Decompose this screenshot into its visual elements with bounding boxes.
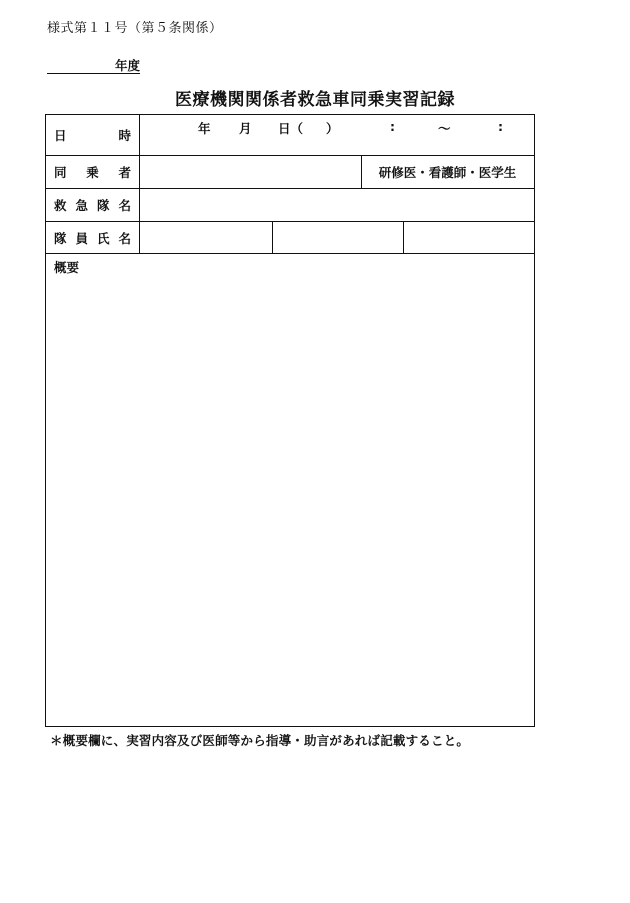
fiscal-year-field — [47, 58, 140, 74]
label-team-char-3: 隊 — [96, 198, 110, 213]
label-members-char-2: 員 — [75, 230, 88, 246]
label-datetime — [46, 115, 140, 155]
label-members — [46, 222, 140, 253]
row-datetime — [46, 115, 534, 156]
member-name-field-1[interactable] — [140, 222, 272, 253]
rider-qualification-field[interactable] — [361, 156, 534, 188]
datetime-tilde: 〜 — [438, 121, 451, 136]
label-rider-char-2: 乗 — [86, 165, 99, 180]
summary-field[interactable] — [46, 275, 534, 726]
member-name-field-3[interactable] — [403, 222, 534, 253]
form-number: 様式第１１号（第５条関係） — [47, 21, 223, 36]
member-name-field-2[interactable] — [272, 222, 403, 253]
rider-name-field[interactable] — [140, 156, 361, 188]
label-rider-char-3: 者 — [118, 165, 131, 180]
row-rider — [46, 156, 534, 189]
datetime-day-open: 日（ — [278, 121, 304, 136]
footnote: ＊概要欄に、実習内容及び医師等から指導・助言があれば記載すること。 — [50, 733, 470, 748]
row-members — [46, 222, 534, 254]
label-rider — [46, 156, 140, 188]
label-team — [46, 189, 140, 221]
datetime-colon-end: : — [498, 119, 503, 134]
rider-qualifications: 研修医・看護師・医学生 — [378, 165, 517, 180]
label-team-char-1: 救 — [54, 198, 67, 213]
datetime-colon-start: : — [390, 119, 395, 134]
summary-label: 概要 — [54, 260, 80, 275]
label-members-char-4: 名 — [118, 230, 131, 246]
row-team — [46, 189, 534, 222]
label-members-char-3: 氏 — [96, 230, 110, 246]
team-name-field[interactable] — [140, 189, 534, 221]
datetime-day-close: ） — [326, 121, 339, 136]
label-team-char-4: 名 — [118, 198, 131, 213]
document-title: 医療機関関係者救急車同乗実習記録 — [175, 90, 455, 110]
label-team-char-2: 急 — [75, 198, 88, 213]
label-datetime-day: 日 — [54, 128, 67, 143]
form-table — [45, 114, 535, 727]
datetime-month: 月 — [239, 121, 252, 136]
label-datetime-time: 時 — [118, 128, 131, 143]
label-rider-char-1: 同 — [54, 165, 67, 180]
datetime-year: 年 — [198, 121, 211, 136]
label-members-char-1: 隊 — [54, 230, 67, 246]
fiscal-year-label: 年度 — [114, 58, 140, 73]
